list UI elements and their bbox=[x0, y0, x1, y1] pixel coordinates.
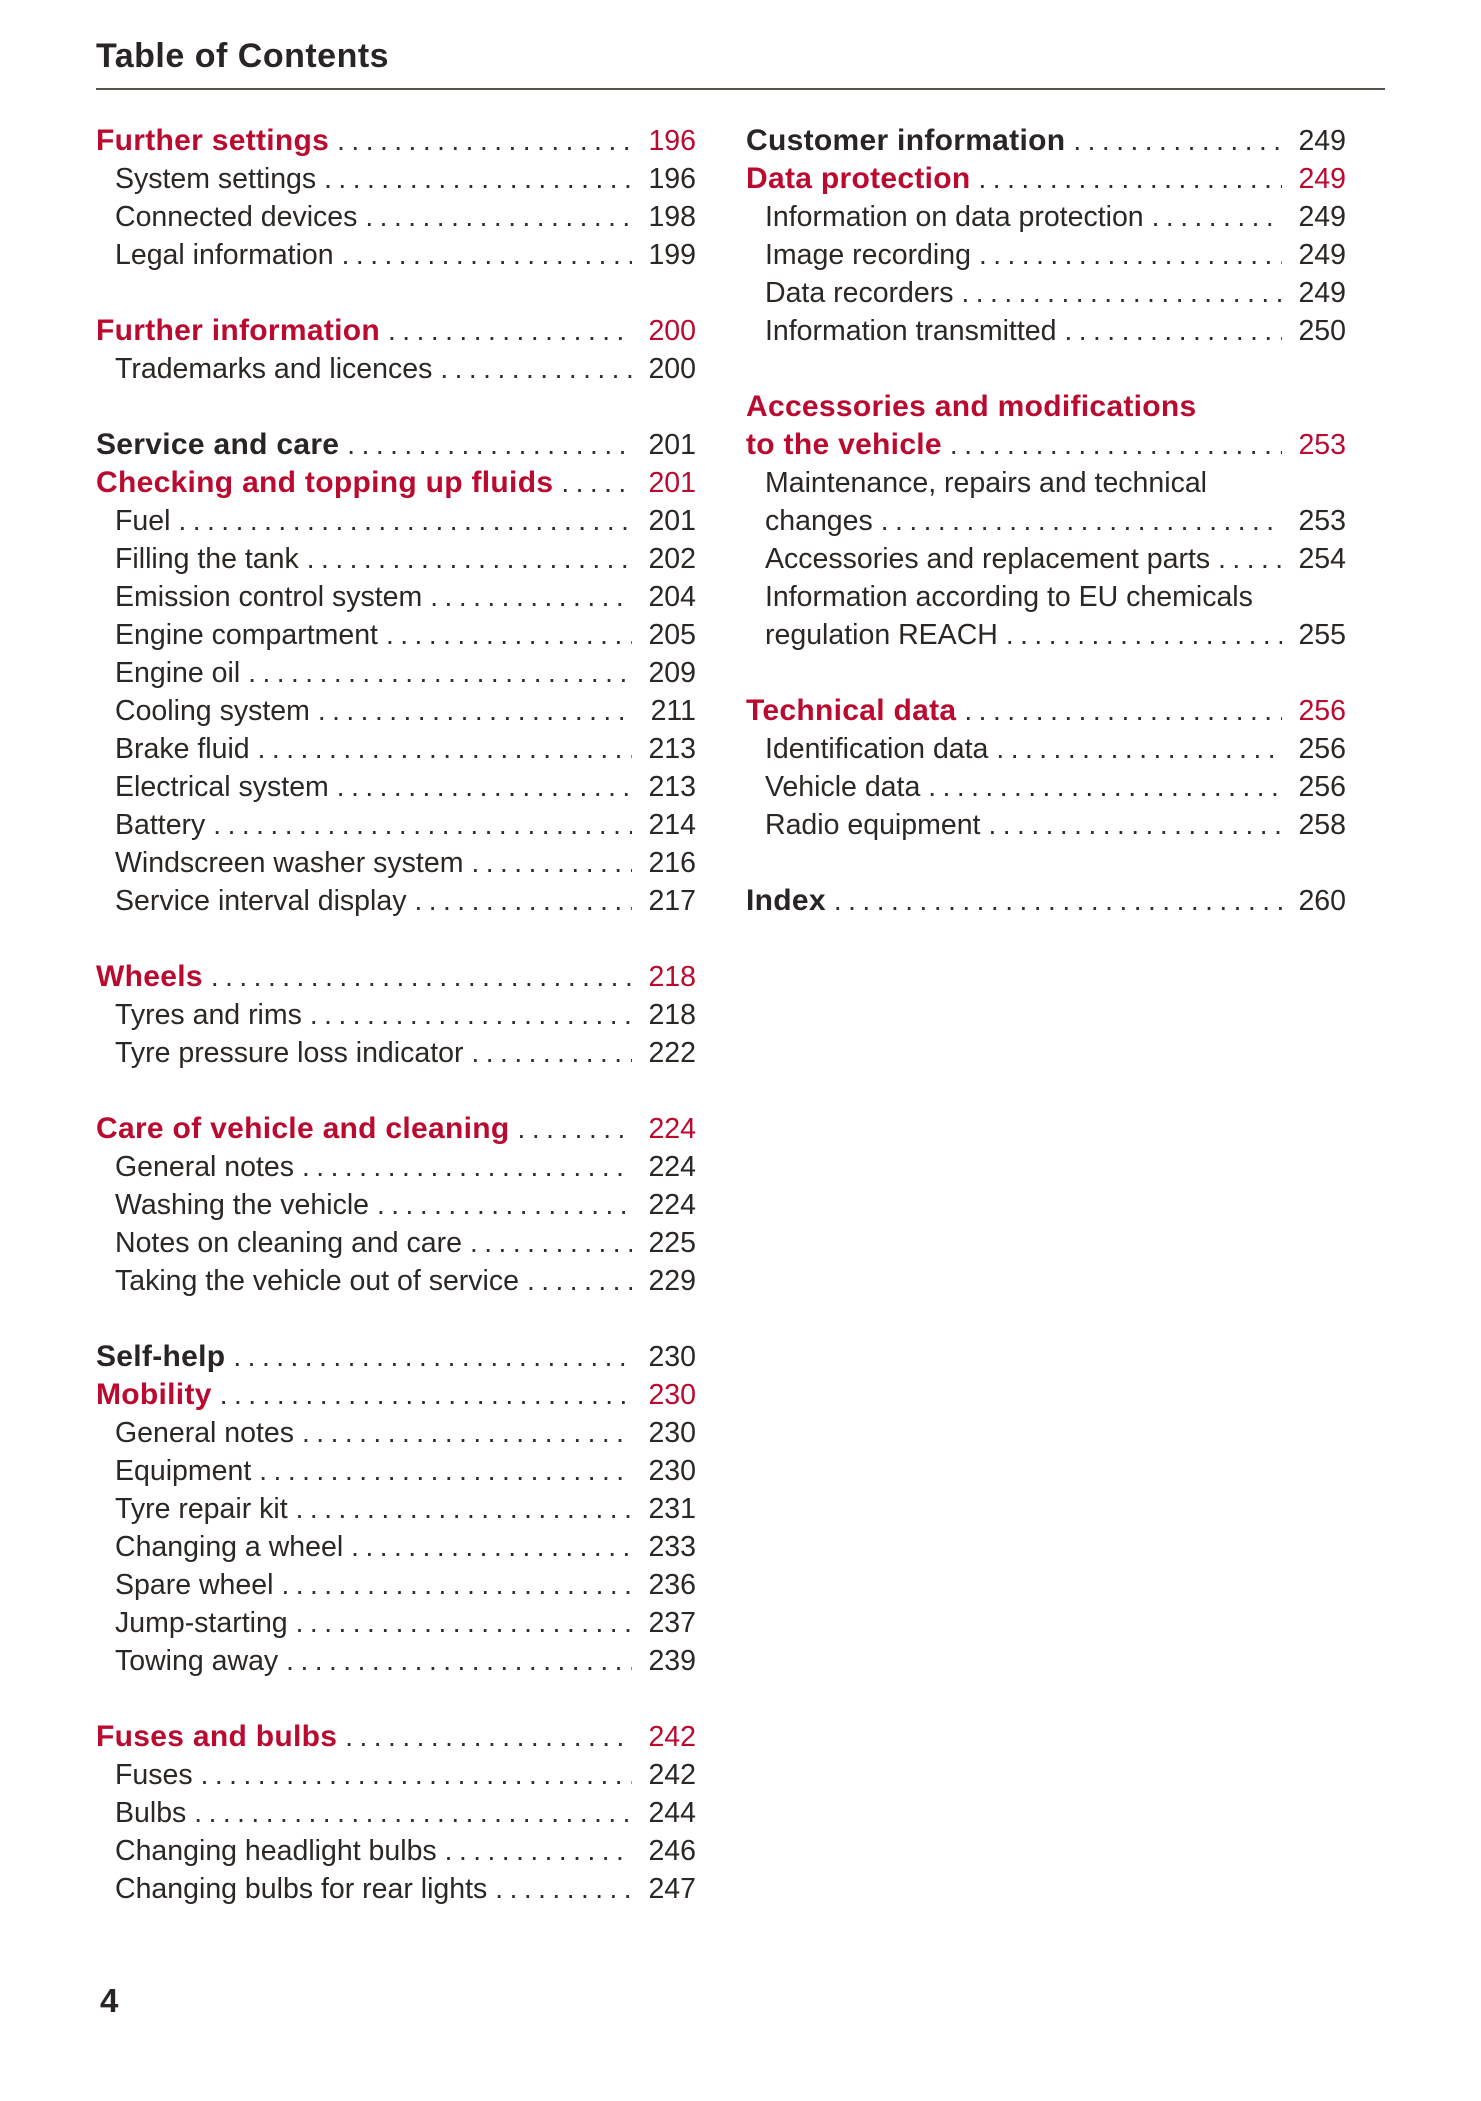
toc-entry-label: Technical data bbox=[746, 694, 957, 727]
toc-entry bbox=[96, 1794, 696, 1832]
toc-leader-dots bbox=[561, 464, 632, 502]
toc-entry bbox=[96, 1528, 696, 1566]
page-header bbox=[96, 36, 1385, 90]
toc-leader-dots bbox=[518, 1110, 632, 1148]
toc-entry-page: 224 bbox=[648, 1151, 696, 1183]
toc-entry-label: Care of vehicle and cleaning bbox=[96, 1112, 510, 1145]
toc-entry-page: 229 bbox=[648, 1265, 696, 1297]
toc-leader-dots bbox=[988, 806, 1282, 844]
toc-entry bbox=[96, 882, 696, 920]
toc-entry-label: Brake fluid bbox=[115, 733, 250, 765]
toc-leader-dots bbox=[834, 882, 1282, 920]
toc-entry bbox=[96, 1870, 696, 1908]
toc-leader-dots bbox=[962, 274, 1283, 312]
toc-entry bbox=[96, 1490, 696, 1528]
toc-leader-dots bbox=[307, 540, 632, 578]
toc-leader-dots bbox=[296, 1604, 632, 1642]
toc-entry-page: 256 bbox=[1298, 695, 1346, 727]
toc-section bbox=[96, 312, 696, 388]
toc-entry-page: 204 bbox=[648, 581, 696, 613]
toc-entry-page: 224 bbox=[648, 1113, 696, 1145]
toc-leader-dots bbox=[347, 426, 632, 464]
toc-entry-page: 244 bbox=[648, 1797, 696, 1829]
toc-entry-label: Mobility bbox=[96, 1378, 212, 1411]
toc-leader-dots bbox=[211, 958, 632, 996]
toc-entry-label: Legal information bbox=[115, 239, 334, 271]
toc-entry-label: changes bbox=[765, 505, 873, 537]
toc-entry-page: 230 bbox=[648, 1341, 696, 1373]
toc-entry-label: Spare wheel bbox=[115, 1569, 274, 1601]
toc-leader-dots bbox=[342, 236, 632, 274]
toc-section bbox=[96, 122, 696, 274]
toc-entry-label: System settings bbox=[115, 163, 317, 195]
toc-entry bbox=[96, 1566, 696, 1604]
toc-entry-label: Data recorders bbox=[765, 277, 954, 309]
toc-entry bbox=[96, 1452, 696, 1490]
toc-entry bbox=[96, 692, 696, 730]
toc-entry-page: 253 bbox=[1298, 505, 1346, 537]
toc-entry-label: Radio equipment bbox=[765, 809, 981, 841]
toc-entry-page: 237 bbox=[648, 1607, 696, 1639]
toc-entry-label: Accessories and modifications bbox=[746, 390, 1197, 423]
toc-entry bbox=[96, 1414, 696, 1452]
toc-leader-dots bbox=[1006, 616, 1282, 654]
toc-entry bbox=[746, 616, 1346, 654]
toc-leader-dots bbox=[365, 198, 632, 236]
toc-entry-page: 242 bbox=[648, 1721, 696, 1753]
toc-entry-page: 250 bbox=[1298, 315, 1346, 347]
toc-entry bbox=[746, 160, 1346, 198]
toc-entry bbox=[96, 1832, 696, 1870]
toc-entry bbox=[96, 730, 696, 768]
toc-entry-label: Towing away bbox=[115, 1645, 279, 1677]
toc-leader-dots bbox=[377, 1186, 632, 1224]
toc-entry-label: Further settings bbox=[96, 124, 330, 157]
toc-entry-label: to the vehicle bbox=[746, 428, 942, 461]
toc-entry-label: Changing a wheel bbox=[115, 1531, 344, 1563]
toc-entry-page: 198 bbox=[648, 201, 696, 233]
toc-entry bbox=[746, 806, 1346, 844]
toc-entry bbox=[96, 578, 696, 616]
toc-entry-label: Accessories and replacement parts bbox=[765, 543, 1211, 575]
toc-entry-page: 255 bbox=[1298, 619, 1346, 651]
toc-section bbox=[746, 122, 1346, 350]
toc-section bbox=[746, 882, 1346, 920]
toc-entry-label: Information transmitted bbox=[765, 315, 1057, 347]
toc-entry bbox=[96, 1376, 696, 1414]
page-title: Table of Contents bbox=[96, 37, 390, 75]
toc-section bbox=[96, 958, 696, 1072]
toc-leader-dots bbox=[302, 1414, 632, 1452]
toc-leader-dots bbox=[337, 122, 632, 160]
toc-leader-dots bbox=[996, 730, 1282, 768]
toc-entry-page: 258 bbox=[1298, 809, 1346, 841]
toc-section bbox=[96, 1338, 696, 1680]
toc-entry-label: Bulbs bbox=[115, 1797, 187, 1829]
toc-entry bbox=[746, 540, 1346, 578]
toc-entry-label: Trademarks and licences bbox=[115, 353, 433, 385]
toc-columns bbox=[96, 122, 1385, 1946]
toc-entry-page: 236 bbox=[648, 1569, 696, 1601]
toc-entry-label: Vehicle data bbox=[765, 771, 921, 803]
toc-leader-dots bbox=[928, 768, 1282, 806]
toc-entry-page: 200 bbox=[648, 353, 696, 385]
toc-leader-dots bbox=[337, 768, 632, 806]
toc-entry-page: 199 bbox=[648, 239, 696, 271]
toc-entry-page: 224 bbox=[648, 1189, 696, 1221]
toc-entry bbox=[96, 768, 696, 806]
toc-leader-dots bbox=[979, 236, 1282, 274]
toc-entry-page: 239 bbox=[648, 1645, 696, 1677]
toc-entry-page: 218 bbox=[648, 999, 696, 1031]
folio-page-number: 4 bbox=[100, 1982, 119, 2019]
toc-leader-dots bbox=[178, 502, 632, 540]
toc-entry bbox=[96, 122, 696, 160]
toc-entry-page: 196 bbox=[648, 125, 696, 157]
toc-leader-dots bbox=[950, 426, 1282, 464]
toc-entry-label: Checking and topping up fluids bbox=[96, 466, 554, 499]
toc-section bbox=[746, 388, 1346, 654]
toc-entry bbox=[96, 1604, 696, 1642]
toc-leader-dots bbox=[386, 616, 632, 654]
toc-entry bbox=[96, 464, 696, 502]
toc-leader-dots bbox=[964, 692, 1282, 730]
toc-leader-dots bbox=[213, 806, 632, 844]
toc-entry-label: Filling the tank bbox=[115, 543, 299, 575]
toc-entry-page: 254 bbox=[1298, 543, 1346, 575]
toc-entry bbox=[96, 1224, 696, 1262]
toc-entry-page: 209 bbox=[648, 657, 696, 689]
toc-entry-page: 200 bbox=[648, 315, 696, 347]
toc-leader-dots bbox=[470, 1224, 632, 1262]
toc-leader-dots bbox=[445, 1832, 632, 1870]
toc-leader-dots bbox=[302, 1148, 632, 1186]
toc-entry bbox=[96, 1034, 696, 1072]
toc-entry bbox=[746, 882, 1346, 920]
toc-entry-page: 211 bbox=[650, 695, 696, 727]
toc-entry bbox=[96, 1148, 696, 1186]
toc-leader-dots bbox=[296, 1490, 632, 1528]
toc-entry-page: 201 bbox=[648, 505, 696, 537]
toc-leader-dots bbox=[388, 312, 632, 350]
toc-leader-dots bbox=[220, 1376, 632, 1414]
toc-section bbox=[96, 1110, 696, 1300]
toc-column-left bbox=[96, 122, 696, 1946]
toc-entry bbox=[746, 768, 1346, 806]
toc-entry-label: Changing headlight bulbs bbox=[115, 1835, 437, 1867]
toc-entry-label: Data protection bbox=[746, 162, 971, 195]
toc-leader-dots bbox=[259, 1452, 632, 1490]
toc-entry bbox=[96, 540, 696, 578]
toc-leader-dots bbox=[979, 160, 1282, 198]
toc-entry bbox=[96, 654, 696, 692]
toc-entry-page: 213 bbox=[648, 771, 696, 803]
toc-entry-page: 249 bbox=[1298, 201, 1346, 233]
toc-entry-label: Equipment bbox=[115, 1455, 252, 1487]
toc-entry bbox=[96, 160, 696, 198]
toc-entry bbox=[96, 996, 696, 1034]
toc-leader-dots bbox=[248, 654, 632, 692]
toc-leader-dots bbox=[194, 1794, 632, 1832]
toc-entry-label: Identification data bbox=[765, 733, 989, 765]
toc-leader-dots bbox=[351, 1528, 632, 1566]
header-rule bbox=[96, 88, 1385, 90]
toc-leader-dots bbox=[345, 1718, 632, 1756]
toc-entry-page: 216 bbox=[648, 847, 696, 879]
toc-entry bbox=[96, 1718, 696, 1756]
toc-entry-label: Wheels bbox=[96, 960, 203, 993]
toc-entry-label: Changing bulbs for rear lights bbox=[115, 1873, 488, 1905]
toc-entry-page: 230 bbox=[648, 1417, 696, 1449]
toc-entry bbox=[746, 274, 1346, 312]
toc-entry-label: Information according to EU chemicals bbox=[765, 581, 1253, 613]
toc-leader-dots bbox=[1218, 540, 1282, 578]
toc-entry bbox=[96, 198, 696, 236]
toc-entry-label: Washing the vehicle bbox=[115, 1189, 369, 1221]
toc-entry-label: Index bbox=[746, 884, 826, 917]
toc-entry-label: Engine oil bbox=[115, 657, 241, 689]
toc-leader-dots bbox=[286, 1642, 632, 1680]
toc-entry bbox=[746, 122, 1346, 160]
toc-entry-page: 260 bbox=[1298, 885, 1346, 917]
toc-entry bbox=[746, 198, 1346, 236]
toc-entry bbox=[96, 1186, 696, 1224]
toc-entry bbox=[96, 1262, 696, 1300]
toc-entry bbox=[746, 236, 1346, 274]
toc-leader-dots bbox=[258, 730, 632, 768]
toc-entry bbox=[96, 502, 696, 540]
toc-entry-label: Electrical system bbox=[115, 771, 329, 803]
toc-entry bbox=[96, 1338, 696, 1376]
toc-entry bbox=[96, 312, 696, 350]
toc-entry-page: 225 bbox=[648, 1227, 696, 1259]
toc-entry-page: 253 bbox=[1298, 429, 1346, 461]
toc-entry bbox=[96, 806, 696, 844]
toc-entry-label: Windscreen washer system bbox=[115, 847, 464, 879]
toc-entry-label: Tyre repair kit bbox=[115, 1493, 288, 1525]
toc-entry-label: Tyres and rims bbox=[115, 999, 302, 1031]
toc-entry-page: 233 bbox=[648, 1531, 696, 1563]
toc-entry-page: 213 bbox=[648, 733, 696, 765]
toc-entry-label: Engine compartment bbox=[115, 619, 378, 651]
toc-entry-label: Further information bbox=[96, 314, 381, 347]
toc-entry-label: Service interval display bbox=[115, 885, 407, 917]
toc-column-right bbox=[746, 122, 1346, 1946]
toc-leader-dots bbox=[201, 1756, 632, 1794]
toc-leader-dots bbox=[1073, 122, 1282, 160]
toc-entry-label: Fuel bbox=[115, 505, 171, 537]
toc-entry-page: 249 bbox=[1298, 277, 1346, 309]
toc-entry bbox=[746, 730, 1346, 768]
toc-entry bbox=[96, 1756, 696, 1794]
toc-leader-dots bbox=[233, 1338, 632, 1376]
toc-entry-page: 247 bbox=[648, 1873, 696, 1905]
toc-entry-page: 249 bbox=[1298, 239, 1346, 271]
toc-entry-page: 222 bbox=[648, 1037, 696, 1069]
toc-entry-label: Connected devices bbox=[115, 201, 358, 233]
toc-entry-label: Taking the vehicle out of service bbox=[115, 1265, 519, 1297]
toc-leader-dots bbox=[318, 692, 632, 730]
toc-entry bbox=[746, 312, 1346, 350]
toc-entry-label: Jump-starting bbox=[115, 1607, 288, 1639]
toc-entry-page: 256 bbox=[1298, 733, 1346, 765]
toc-entry-label: Notes on cleaning and care bbox=[115, 1227, 462, 1259]
toc-entry-label: General notes bbox=[115, 1151, 295, 1183]
toc-entry-page: 217 bbox=[648, 885, 696, 917]
toc-section bbox=[96, 426, 696, 920]
toc-entry-continuation bbox=[746, 464, 1346, 502]
toc-entry-page: 242 bbox=[648, 1759, 696, 1791]
toc-leader-dots bbox=[881, 502, 1282, 540]
toc-entry bbox=[96, 1110, 696, 1148]
toc-leader-dots bbox=[281, 1566, 632, 1604]
toc-leader-dots bbox=[495, 1870, 632, 1908]
toc-entry-page: 256 bbox=[1298, 771, 1346, 803]
toc-entry bbox=[96, 350, 696, 388]
toc-entry-page: 246 bbox=[648, 1835, 696, 1867]
toc-entry-page: 249 bbox=[1298, 163, 1346, 195]
toc-entry-page: 218 bbox=[648, 961, 696, 993]
toc-entry-label: General notes bbox=[115, 1417, 295, 1449]
toc-entry-label: Cooling system bbox=[115, 695, 310, 727]
toc-entry-label: Image recording bbox=[765, 239, 971, 271]
toc-entry-page: 230 bbox=[648, 1455, 696, 1487]
toc-entry-label: Maintenance, repairs and technical bbox=[765, 467, 1208, 499]
toc-entry-label: Battery bbox=[115, 809, 206, 841]
toc-entry bbox=[746, 502, 1346, 540]
toc-leader-dots bbox=[471, 844, 632, 882]
toc-entry-page: 202 bbox=[648, 543, 696, 575]
toc-entry-label: Service and care bbox=[96, 428, 340, 461]
toc-leader-dots bbox=[324, 160, 632, 198]
toc-leader-dots bbox=[471, 1034, 632, 1072]
toc-entry-continuation bbox=[746, 578, 1346, 616]
toc-leader-dots bbox=[440, 350, 632, 388]
toc-entry bbox=[96, 844, 696, 882]
toc-entry-page: 201 bbox=[648, 467, 696, 499]
toc-entry bbox=[746, 692, 1346, 730]
toc-entry bbox=[96, 426, 696, 464]
toc-leader-dots bbox=[310, 996, 632, 1034]
toc-entry-label: Tyre pressure loss indicator bbox=[115, 1037, 464, 1069]
toc-entry-label: Emission control system bbox=[115, 581, 423, 613]
toc-entry-page: 249 bbox=[1298, 125, 1346, 157]
toc-entry-continuation bbox=[746, 388, 1346, 426]
toc-entry-page: 214 bbox=[648, 809, 696, 841]
toc-leader-dots bbox=[1064, 312, 1282, 350]
toc-entry bbox=[96, 958, 696, 996]
toc-entry-label: Fuses bbox=[115, 1759, 193, 1791]
toc-section bbox=[746, 692, 1346, 844]
toc-entry-page: 231 bbox=[648, 1493, 696, 1525]
toc-entry-label: Customer information bbox=[746, 124, 1066, 157]
toc-entry bbox=[96, 236, 696, 274]
toc-entry-page: 230 bbox=[648, 1379, 696, 1411]
toc-leader-dots bbox=[527, 1262, 632, 1300]
toc-entry bbox=[96, 1642, 696, 1680]
toc-entry-label: Fuses and bulbs bbox=[96, 1720, 338, 1753]
toc-entry-page: 205 bbox=[648, 619, 696, 651]
toc-leader-dots bbox=[430, 578, 632, 616]
toc-entry-page: 196 bbox=[648, 163, 696, 195]
toc-entry-label: Information on data protection bbox=[765, 201, 1144, 233]
toc-section bbox=[96, 1718, 696, 1908]
toc-entry-label: regulation REACH bbox=[765, 619, 998, 651]
toc-entry-label: Self-help bbox=[96, 1340, 226, 1373]
toc-leader-dots bbox=[414, 882, 632, 920]
toc-entry bbox=[96, 616, 696, 654]
toc-leader-dots bbox=[1152, 198, 1282, 236]
toc-entry bbox=[746, 426, 1346, 464]
toc-entry-page: 201 bbox=[648, 429, 696, 461]
